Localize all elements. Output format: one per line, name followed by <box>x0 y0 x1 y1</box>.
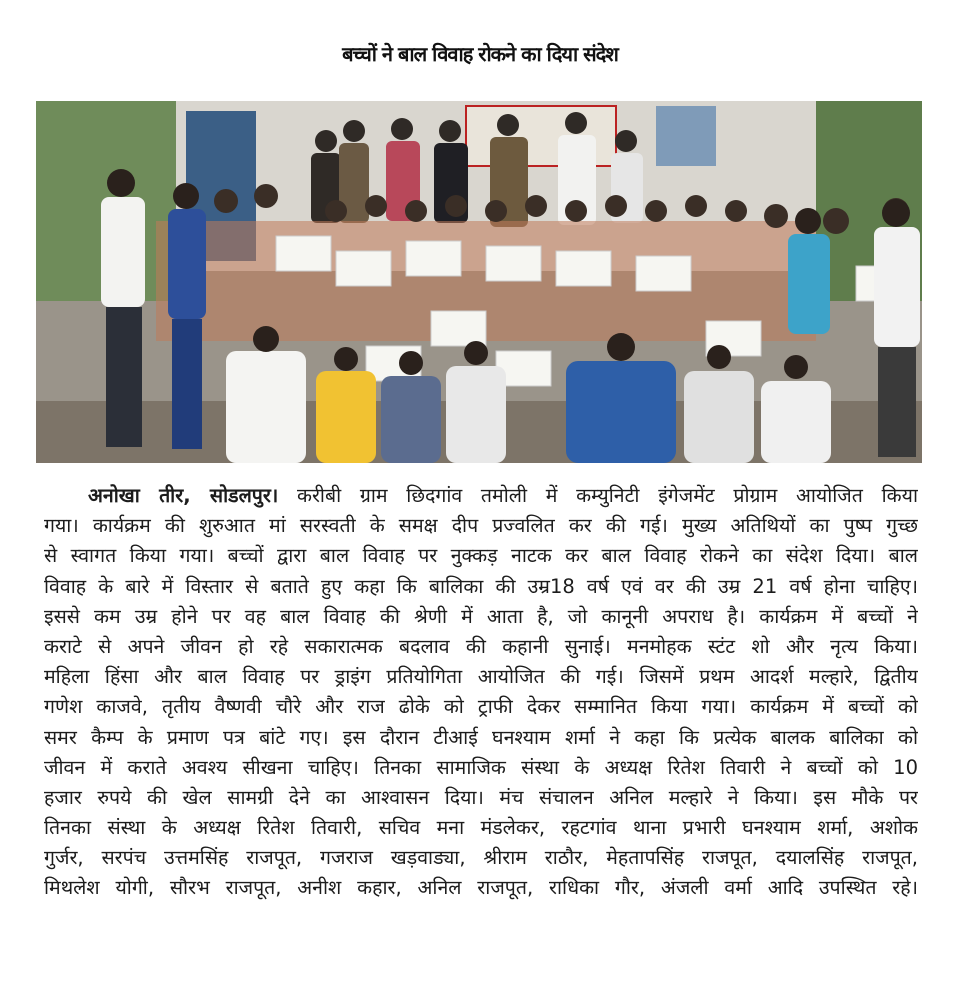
article-line-10: जीवन में कराते अवश्य सीखना चाहिए। तिनका सामाजिक संस्था के अध्यक्ष रितेश तिवारी ने बच्चों को 10 <box>44 755 918 779</box>
headline: बच्चों ने बाल विवाह रोकने का दिया संदेश <box>342 42 618 66</box>
article-body <box>44 481 918 904</box>
group-photo <box>36 101 922 463</box>
article-line-3: से स्वागत किया गया। बच्चों द्वारा बाल विवाह पर नुक्कड़ नाटक कर बाल विवाह रोकने का संदेश दिया। बाल <box>44 544 918 568</box>
article-line-13: गुर्जर, सरपंच उत्तमसिंह राजपूत, गजराज खड़वाड्या, श्रीराम राठौर, मेहतापसिंह राजपूत, दयालसिंह राजपूत, <box>44 846 918 870</box>
article-line-4: विवाह के बारे में विस्तार से बताते हुए कहा कि बालिका की उम्र18 वर्ष एवं वर की उम्र 21 वर्ष होना चाहिए। <box>44 574 918 598</box>
group-photo-illustration <box>36 101 922 463</box>
article-line-14: मिथलेश योगी, सौरभ राजपूत, अनीश कहार, अनिल राजपूत, राधिका गौर, अंजली वर्मा आदि उपस्थित रहे। <box>44 876 918 900</box>
article-line-1: अनोखा तीर, सोडलपुर। करीबी ग्राम छिदगांव तमोली में कम्युनिटी इंगेजमेंट प्रोग्राम आयोजित किया <box>88 484 918 507</box>
article-line-8: गणेश काजवे, तृतीय वैष्णवी चौरे और राज ढोके को ट्राफी देकर सम्मानित किया गया। कार्यक्रम में बच्चों को <box>44 695 918 719</box>
article-line-9: समर कैम्प के प्रमाण पत्र बांटे गए। इस दौरान टीआई घनश्याम शर्मा ने कहा कि प्रत्येक बालक बालिका को <box>44 725 918 749</box>
article-line-7: महिला हिंसा और बाल विवाह पर ड्राइंग प्रतियोगिता आयोजित की गई। जिसमें प्रथम आदर्श मल्हारे, द्वितीय <box>44 665 918 689</box>
dateline: अनोखा तीर, सोडलपुर। <box>88 484 279 507</box>
article-line-2: गया। कार्यक्रम की शुरुआत मां सरस्वती के समक्ष दीप प्रज्वलित कर की गई। मुख्य अतिथियों का पुष्प गुच्छ <box>44 514 918 538</box>
article-line-5: इससे कम उम्र होने पर वह बाल विवाह की श्रेणी में आता है, जो कानूनी अपराध है। कार्यक्रम में बच्चों ने <box>44 604 918 628</box>
article-line-11: हजार रुपये की खेल सामग्री देने का आश्वासन दिया। मंच संचालन अनिल मल्हारे ने किया। इस मौके पर <box>44 785 918 809</box>
article-line-6: कराटे से अपने जीवन हो रहे सकारात्मक बदलाव की कहानी सुनाई। मनमोहक स्टंट शो और नृत्य किया। <box>44 634 918 658</box>
article-line-12: तिनका संस्था के अध्यक्ष रितेश तिवारी, सचिव मना मंडलेकर, रहटगांव थाना प्रभारी घनश्याम शर्मा, अशोक <box>44 816 918 840</box>
